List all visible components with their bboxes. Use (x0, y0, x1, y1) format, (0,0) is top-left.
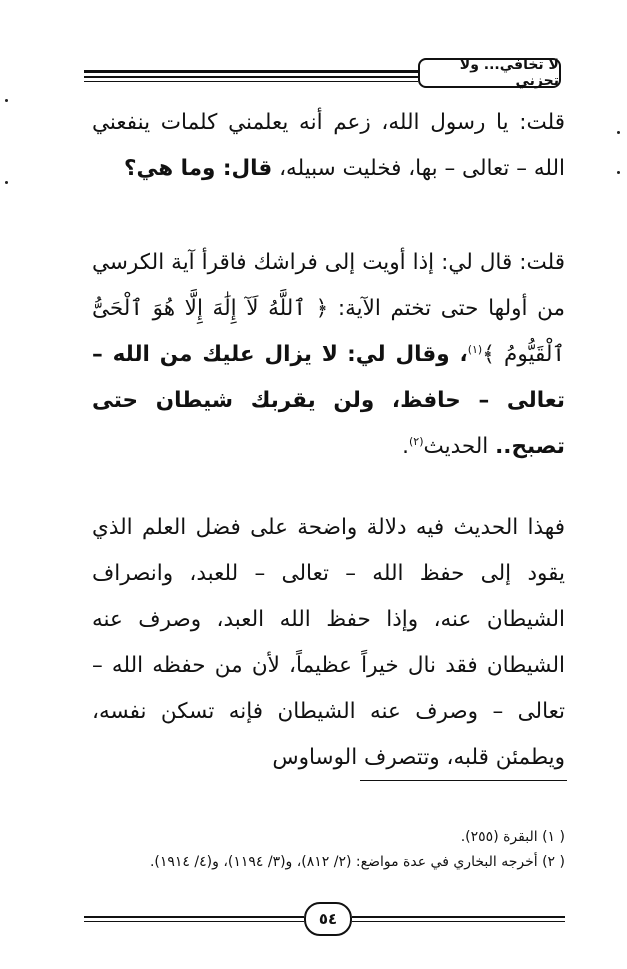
paragraph-2-end: . (402, 434, 409, 459)
paragraph-2-text: قلت: قال لي: إذا أويت إلى فراشك فاقرأ آية الكرسي من أولها حتى تختم الآية: ﴿ ٱللَّهُ لَآ إِلَٰهَ إِلَّا هُوَ ٱلْحَىُّ ٱلْقَيُّومُ ﴾ (92, 250, 565, 367)
paragraph-2-hadith-label: الحديث (423, 434, 489, 459)
scan-speck (617, 131, 620, 134)
footer-rule (352, 921, 565, 922)
footer-rule (84, 916, 304, 918)
running-title: لا تخافي... ولا تحزني (418, 58, 561, 88)
footnote-2: ( ٢) أخرجه البخاري في عدة مواضع: (٢/ ٨١٢)، و(٣/ ١١٩٤)، و(٤/ ١٩١٤). (149, 854, 565, 870)
footnote-marker-1[interactable]: (١) (467, 342, 483, 356)
footnote-marker-2[interactable]: (٢) (408, 434, 424, 448)
paragraph-2-hadith-quote: لا يزال عليك من الله – تعالى – حافظ، ولن يقربك شيطان حتى تصبح.. (92, 342, 565, 459)
footer-rule (352, 916, 565, 918)
footnote-separator (360, 780, 567, 781)
header-rule (84, 76, 418, 78)
scan-speck (617, 171, 620, 174)
header-rule (84, 81, 418, 82)
scan-speck (5, 181, 8, 184)
page-number: ٥٤ (304, 902, 352, 936)
header-rule (84, 70, 418, 73)
footnote-1: ( ١) البقرة (٢٥٥). (460, 829, 565, 845)
paragraph-2 (92, 240, 565, 470)
paragraph-3-text: فهذا الحديث فيه دلالة واضحة على فضل العلم الذي يقود إلى حفظ الله – تعالى – للعبد، وانصراف الشيطان عنه، وإذا حفظ الله العبد، وصرف عنه الشيطان فقد نال خيراً عظيماً، لأن من حفظه الله – تعالى – وصرف عنه الشيطان فإنه تسكن نفسه، ويطمئن قلبه، وتتصرف الوساوس (92, 515, 565, 770)
paragraph-1 (92, 100, 565, 192)
paragraph-1-bold: قال: وما هي؟ (124, 156, 273, 181)
paragraph-3 (92, 505, 565, 781)
footer-rule (84, 921, 304, 922)
paragraph-1-text: قلت: يا رسول الله، زعم أنه يعلمني كلمات ينفعني الله – تعالى – بها، فخليت سبيله، (92, 110, 565, 181)
paragraph-2-bold-intro: ، وقال لي: (347, 342, 468, 367)
scan-speck (5, 99, 8, 102)
